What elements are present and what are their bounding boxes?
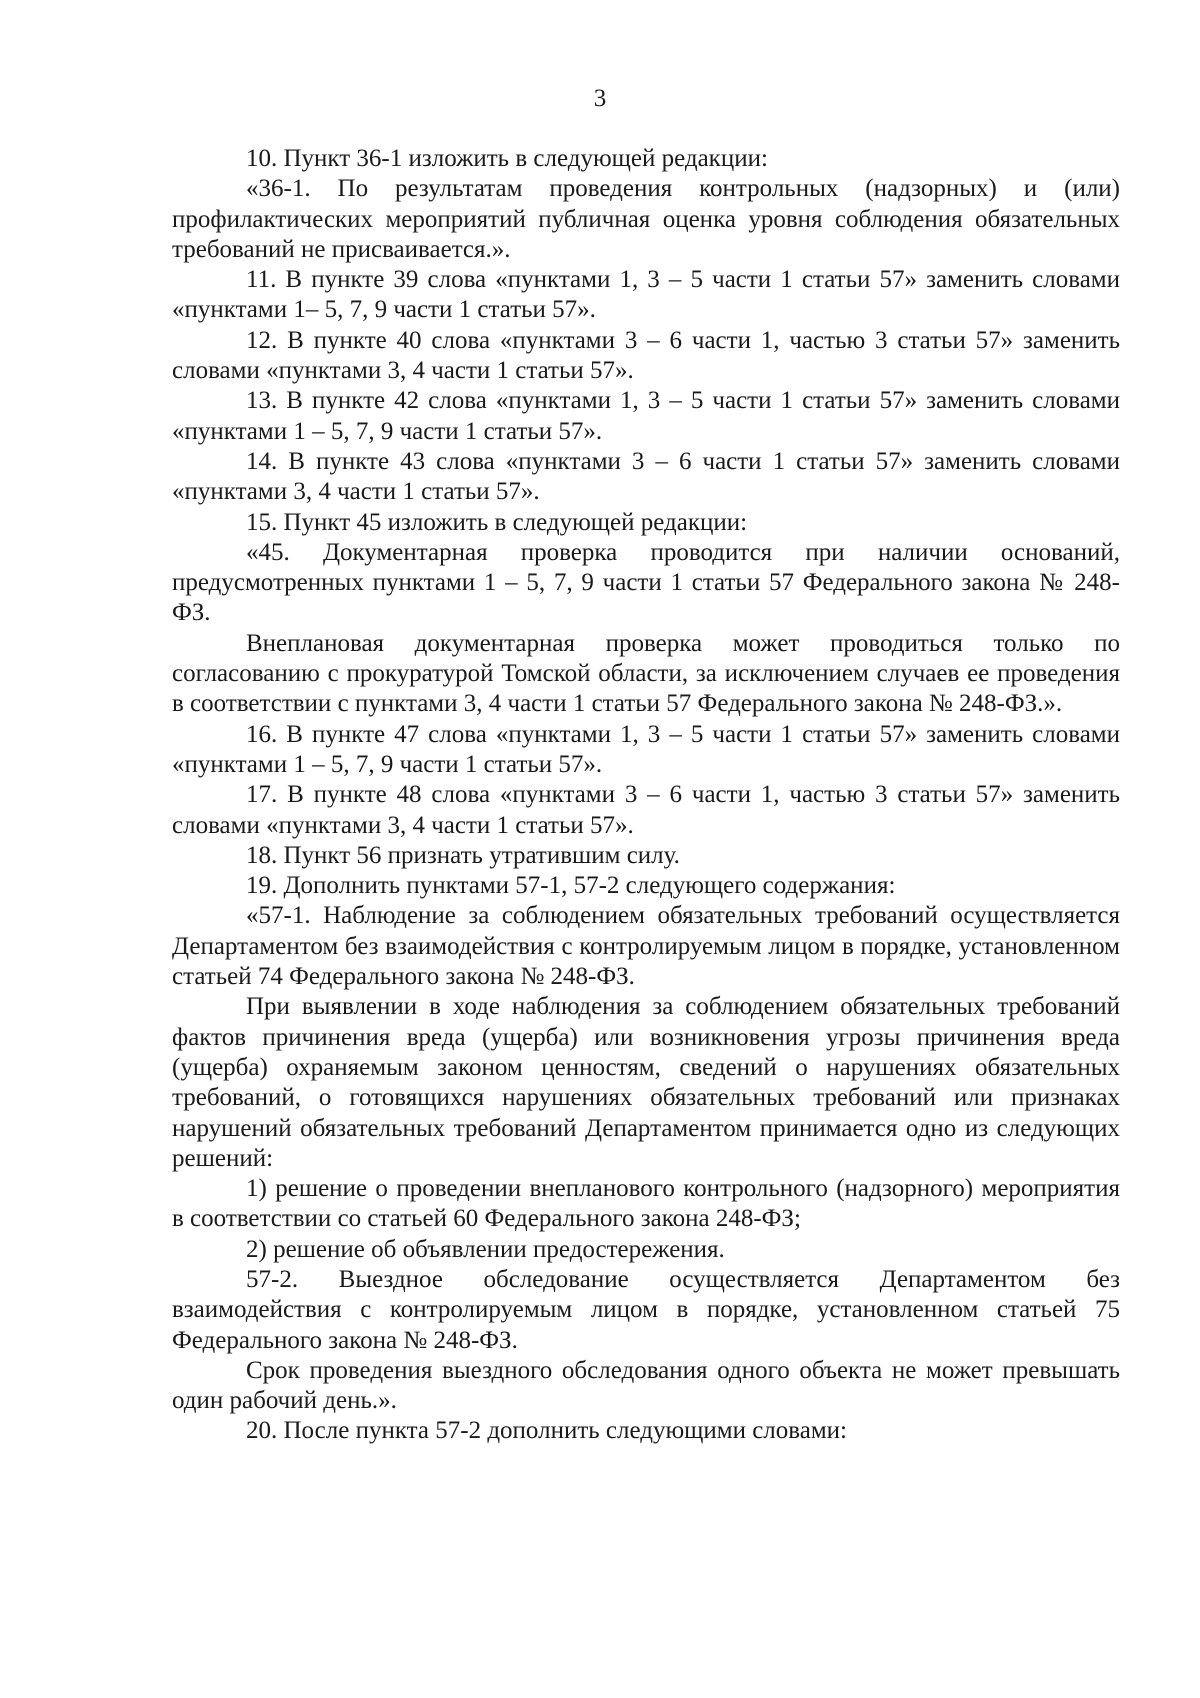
page-number: 3 bbox=[593, 85, 607, 112]
paragraph-12: 12. В пункте 40 слова «пунктами 3 – 6 части 1, частью 3 статьи 57» заменить словами «пунктами 3, 4 части 1 статьи 57». bbox=[172, 326, 1120, 385]
paragraph-14: 14. В пункте 43 слова «пунктами 3 – 6 части 1 статьи 57» заменить словами «пунктами 3, 4 части 1 статьи 57». bbox=[172, 447, 1120, 506]
paragraph-57-1-quote: «57-1. Наблюдение за соблюдением обязательных требований осуществляется Департаментом без взаимодействия с контролируемым лицом в порядке, установленном статьей 74 Федерального закона № 248-ФЗ. bbox=[172, 902, 1120, 991]
paragraph-13: 13. В пункте 42 слова «пунктами 1, 3 – 5 части 1 статьи 57» заменить словами «пунктами 1 – 5, 7, 9 части 1 статьи 57». bbox=[172, 387, 1120, 445]
paragraph-20: 20. После пункта 57-2 дополнить следующими словами: bbox=[246, 1417, 848, 1445]
paragraph-11: 11. В пункте 39 слова «пунктами 1, 3 – 5 части 1 статьи 57» заменить словами «пунктами 1– 5, 7, 9 части 1 статьи 57». bbox=[172, 266, 1120, 324]
paragraph-observation-findings: При выявлении в ходе наблюдения за соблюдением обязательных требований фактов причинения вреда (ущерба) или возникновения угрозы причинения вреда (ущерба) охраняемым законом ценностям, сведений о нарушениях обязательных требований, о готовящихся нарушениях обязательных требований или признаках нарушений обязательных требований Департаментом принимается одно из следующих решений: bbox=[172, 993, 1120, 1172]
paragraph-57-2: 57-2. Выездное обследование осуществляется Департаментом без взаимодействия с контролируемым лицом в порядке, установленном статьей 75 Федерального закона № 248-ФЗ. bbox=[172, 1265, 1120, 1354]
paragraph-15: 15. Пункт 45 изложить в следующей редакции: bbox=[246, 508, 748, 536]
paragraph-decision-1: 1) решение о проведении внепланового контрольного (надзорного) мероприятия в соответствии со статьей 60 Федерального закона 248-ФЗ; bbox=[172, 1175, 1120, 1233]
paragraph-19: 19. Дополнить пунктами 57-1, 57-2 следующего содержания: bbox=[246, 872, 896, 900]
paragraph-18: 18. Пункт 56 признать утратившим силу. bbox=[246, 841, 680, 869]
paragraph-10: 10. Пункт 36-1 изложить в следующей редакции: bbox=[246, 145, 768, 172]
paragraph-unscheduled-inspection: Внеплановая документарная проверка может проводиться только по согласованию с прокуратурой Томской области, за исключением случаев ее проведения в соответствии с пунктами 3, 4 части 1 статьи 57 Федерального закона № 248-ФЗ.». bbox=[172, 629, 1120, 718]
paragraph-45-quote: «45. Документарная проверка проводится при наличии оснований, предусмотренных пунктами 1 – 5, 7, 9 части 1 статьи 57 Федерального закона № 248-ФЗ. bbox=[172, 538, 1120, 627]
paragraph-16: 16. В пункте 47 слова «пунктами 1, 3 – 5 части 1 статьи 57» заменить словами «пунктами 1 – 5, 7, 9 части 1 статьи 57». bbox=[172, 720, 1120, 778]
paragraph-inspection-term: Срок проведения выездного обследования одного объекта не может превышать один рабочий день.». bbox=[172, 1356, 1120, 1415]
paragraph-decision-2: 2) решение об объявлении предостережения. bbox=[246, 1235, 725, 1263]
paragraph-17: 17. В пункте 48 слова «пунктами 3 – 6 части 1, частью 3 статьи 57» заменить словами «пунктами 3, 4 части 1 статьи 57». bbox=[172, 781, 1120, 839]
document-body bbox=[172, 144, 1120, 1447]
paragraph-36-1-quote: «36-1. По результатам проведения контрольных (надзорных) и (или) профилактических мероприятий публичная оценка уровня соблюдения обязательных требований не присваивается.». bbox=[172, 175, 1120, 263]
